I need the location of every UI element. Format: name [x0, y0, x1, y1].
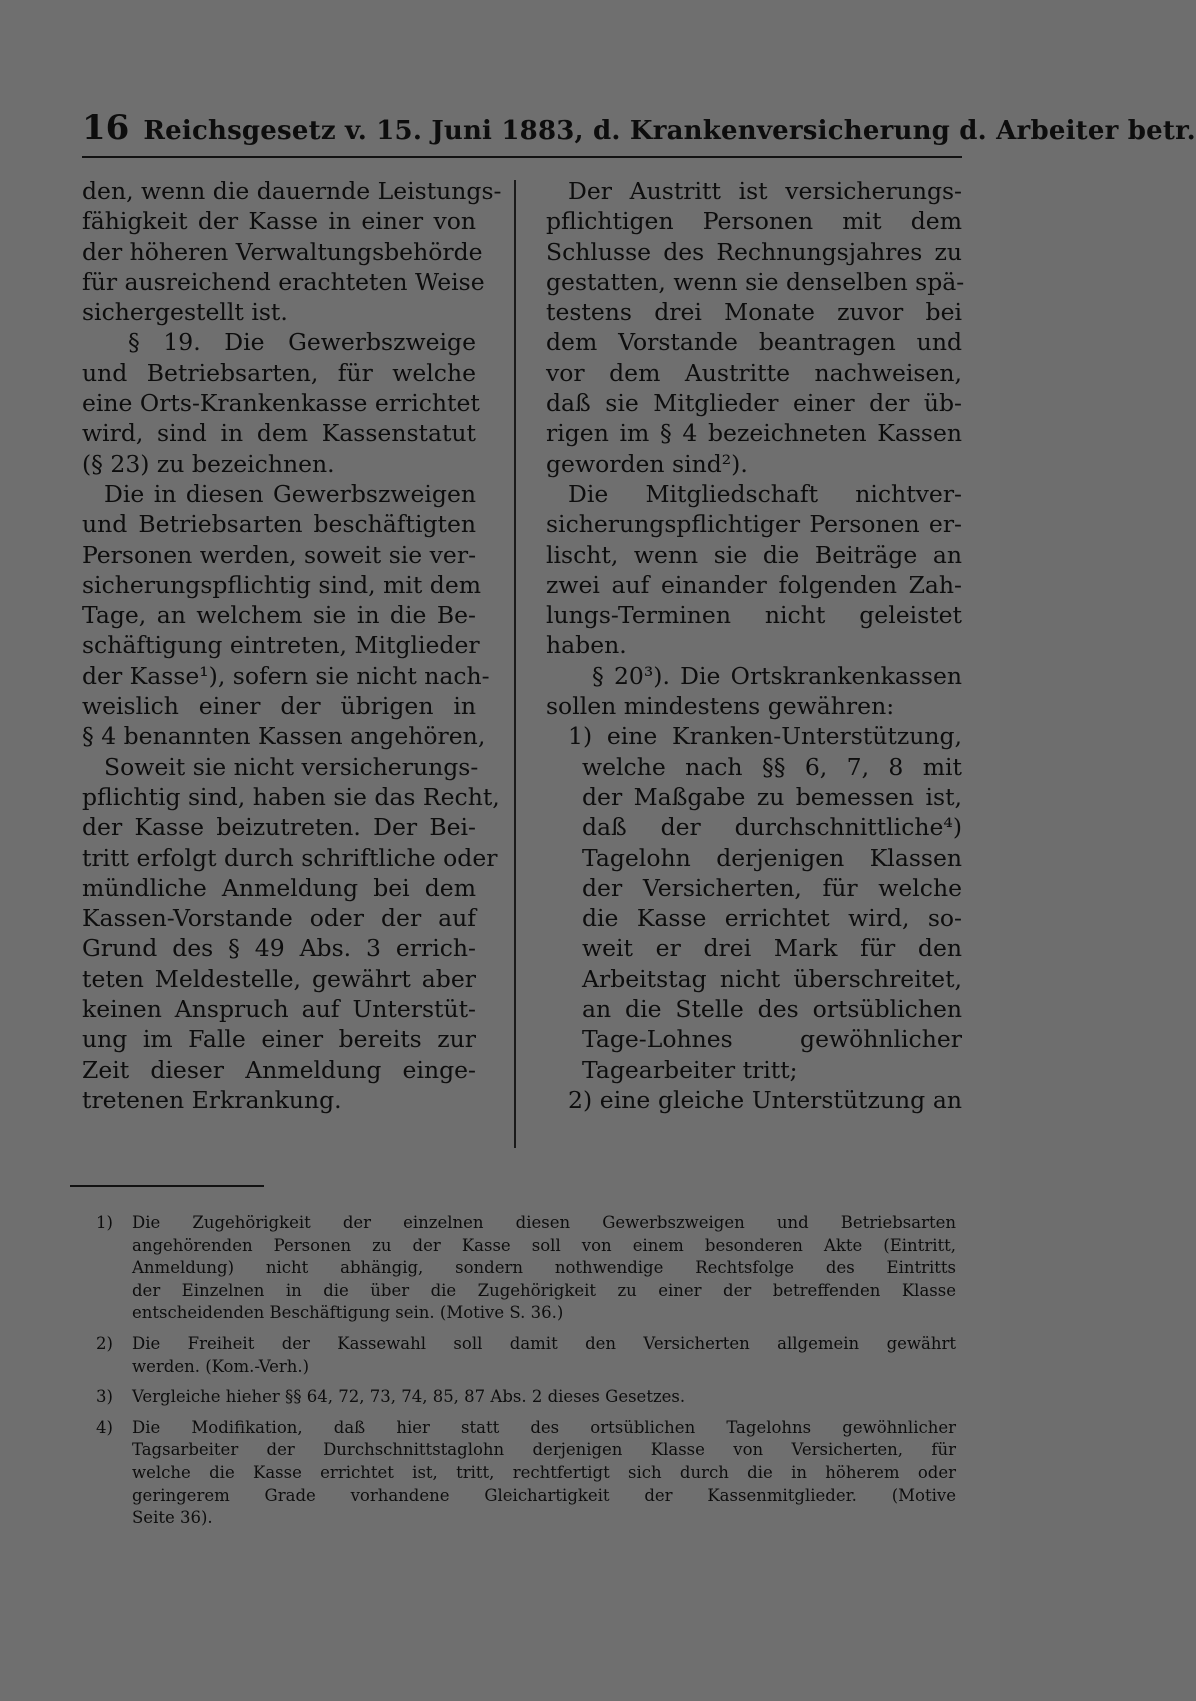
footnote-1 — [96, 1212, 956, 1325]
footnote-line: angehörenden Personen zu der Kasse soll von einem besonderen Akte (Eintritt, — [132, 1235, 956, 1255]
text-line: welche nach §§ 6, 7, 8 mit — [582, 752, 962, 781]
footnote-number: 1) — [96, 1213, 113, 1232]
text-line: vor dem Austritte nachweisen, — [546, 358, 962, 387]
text-line: mündliche Anmeldung bei dem — [82, 873, 476, 902]
footnote-line: Vergleiche hieher §§ 64, 72, 73, 74, 85, 87 Abs. 2 dieses Gesetzes. — [132, 1387, 686, 1407]
text-line: Soweit sie nicht versicherungs- — [104, 752, 479, 781]
running-title: Reichsgesetz v. 15. Juni 1883, d. Krankenversicherung d. Arbeiter betr. — [143, 116, 1196, 146]
footnote-line: der Einzelnen in die über die Zugehörigkeit zu einer der betreffenden Klasse — [132, 1280, 956, 1300]
footnote-number: 3) — [96, 1387, 113, 1407]
footnote-line: Die Zugehörigkeit der einzelnen diesen Gewerbszweigen und Betriebsarten — [132, 1213, 956, 1232]
footnotes — [96, 1212, 956, 1538]
footnote-4 — [96, 1417, 956, 1530]
text-line: Grund des § 49 Abs. 3 errich- — [82, 934, 476, 963]
text-line: den, wenn die dauernde Leistungs- — [82, 177, 502, 205]
footnote-number: 4) — [96, 1417, 113, 1437]
text-line: die Kasse errichtet wird, so- — [582, 904, 962, 933]
text-line: Kassen-Vorstande oder der auf — [82, 904, 476, 933]
text-line: der höheren Verwaltungsbehörde — [82, 237, 483, 266]
text-line: Tagearbeiter tritt; — [582, 1055, 798, 1084]
footnote-2 — [96, 1333, 956, 1378]
text-line: lischt, wenn sie die Beiträge an — [546, 540, 962, 569]
text-line: § 4 benannten Kassen angehören, — [82, 722, 486, 751]
text-line: tritt erfolgt durch schriftliche oder — [82, 843, 498, 872]
text-line: (§ 23) zu bezeichnen. — [82, 449, 335, 478]
text-line: pflichtigen Personen mit dem — [546, 207, 962, 236]
text-line: der Versicherten, für welche — [582, 873, 962, 902]
text-line: sichergestellt ist. — [82, 298, 288, 327]
text-line: für ausreichend erachteten Weise — [82, 267, 485, 296]
text-line: schäftigung eintreten, Mitglieder — [82, 631, 480, 660]
text-line: pflichtig sind, haben sie das Recht, — [82, 782, 500, 811]
text-line: der Kasse¹), sofern sie nicht nach- — [82, 661, 490, 690]
header-rule — [82, 156, 962, 158]
list-item-1: 1) eine Kranken-Unterstützung, — [568, 722, 962, 751]
footnote-line: Die Freiheit der Kassewahl soll damit den Versicherten allgemein gewährt — [132, 1333, 956, 1353]
footnote-number: 2) — [96, 1333, 113, 1353]
text-line: keinen Anspruch auf Unterstüt- — [82, 995, 476, 1024]
text-line: testens drei Monate zuvor bei — [546, 298, 962, 327]
text-line: Schlusse des Rechnungsjahres zu — [546, 237, 962, 266]
text-line: Der Austritt ist versicherungs- — [568, 177, 962, 205]
text-line: Arbeitstag nicht überschreitet, — [582, 964, 962, 993]
text-line: Tage-Lohnes gewöhnlicher — [582, 1025, 962, 1054]
text-line: an die Stelle des ortsüblichen — [582, 995, 962, 1024]
text-line: der Kasse beizutreten. Der Bei- — [82, 813, 476, 842]
text-line: teten Meldestelle, gewährt aber — [82, 964, 476, 993]
list-item-2: 2) eine gleiche Unterstützung an — [568, 1085, 962, 1114]
text-line: Personen werden, soweit sie ver- — [82, 540, 477, 569]
text-line: weislich einer der übrigen in — [82, 692, 476, 721]
text-line: Tagelohn derjenigen Klassen — [582, 843, 962, 872]
text-line: Zeit dieser Anmeldung einge- — [82, 1055, 476, 1084]
text-line: fähigkeit der Kasse in einer von — [82, 207, 476, 236]
footnote-line: welche die Kasse errichtet ist, tritt, rechtfertigt sich durch die in höherem oder — [132, 1462, 956, 1482]
text-line: gestatten, wenn sie denselben spä- — [546, 267, 965, 296]
footnote-line: Anmeldung) nicht abhängig, sondern nothwendige Rechtsfolge des Eintritts — [132, 1258, 956, 1278]
text-line: haben. — [546, 631, 627, 660]
footnote-rule — [70, 1185, 264, 1187]
footnote-line: Tagsarbeiter der Durchschnittstaglohn derjenigen Klasse von Versicherten, für — [132, 1440, 956, 1460]
footnote-line: werden. (Kom.-Verh.) — [132, 1356, 310, 1376]
section-heading-19: § 19. Die Gewerbszweige — [128, 328, 476, 357]
text-line: Die in diesen Gewerbszweigen — [104, 479, 476, 508]
left-column — [82, 176, 502, 1115]
text-line: weit er drei Mark für den — [582, 934, 962, 963]
text-line: dem Vorstande beantragen und — [546, 328, 962, 357]
text-line: rigen im § 4 bezeichneten Kassen — [546, 419, 962, 448]
page-header — [82, 108, 1196, 152]
footnote-line: Seite 36). — [132, 1508, 213, 1528]
text-line: tretenen Erkrankung. — [82, 1085, 342, 1114]
text-line: zwei auf einander folgenden Zah- — [546, 570, 962, 599]
text-line: wird, sind in dem Kassenstatut — [82, 419, 476, 448]
text-line: Tage, an welchem sie in die Be- — [82, 601, 476, 630]
footnote-3 — [96, 1386, 956, 1409]
page-number: 16 — [82, 108, 130, 148]
text-line: und Betriebsarten beschäftigten — [82, 510, 476, 539]
text-line: daß sie Mitglieder einer der üb- — [546, 389, 962, 418]
footnote-line: geringerem Grade vorhandene Gleichartigkeit der Kassenmitglieder. (Motive — [132, 1485, 956, 1505]
footnote-line: entscheidenden Beschäftigung sein. (Motive S. 36.) — [132, 1303, 564, 1323]
column-divider — [514, 180, 516, 1148]
text-line: sicherungspflichtiger Personen er- — [546, 510, 962, 539]
text-line: der Maßgabe zu bemessen ist, — [582, 782, 962, 811]
text-line: ung im Falle einer bereits zur — [82, 1025, 476, 1054]
footnote-line: Die Modifikation, daß hier statt des ortsüblichen Tagelohns gewöhnlicher — [132, 1417, 956, 1437]
text-line: sicherungspflichtig sind, mit dem — [82, 570, 482, 599]
text-line: Die Mitgliedschaft nichtver- — [568, 479, 962, 508]
right-column — [546, 176, 965, 1115]
text-line: und Betriebsarten, für welche — [82, 358, 476, 387]
text-line: daß der durchschnittliche⁴) — [582, 813, 962, 842]
text-line: geworden sind²). — [546, 449, 748, 478]
text-line: lungs-Terminen nicht geleistet — [546, 601, 962, 630]
text-line: sollen mindestens gewähren: — [546, 692, 895, 721]
section-heading-20: § 20³). Die Ortskrankenkassen — [592, 661, 962, 690]
text-line: eine Orts-Krankenkasse errichtet — [82, 389, 480, 418]
